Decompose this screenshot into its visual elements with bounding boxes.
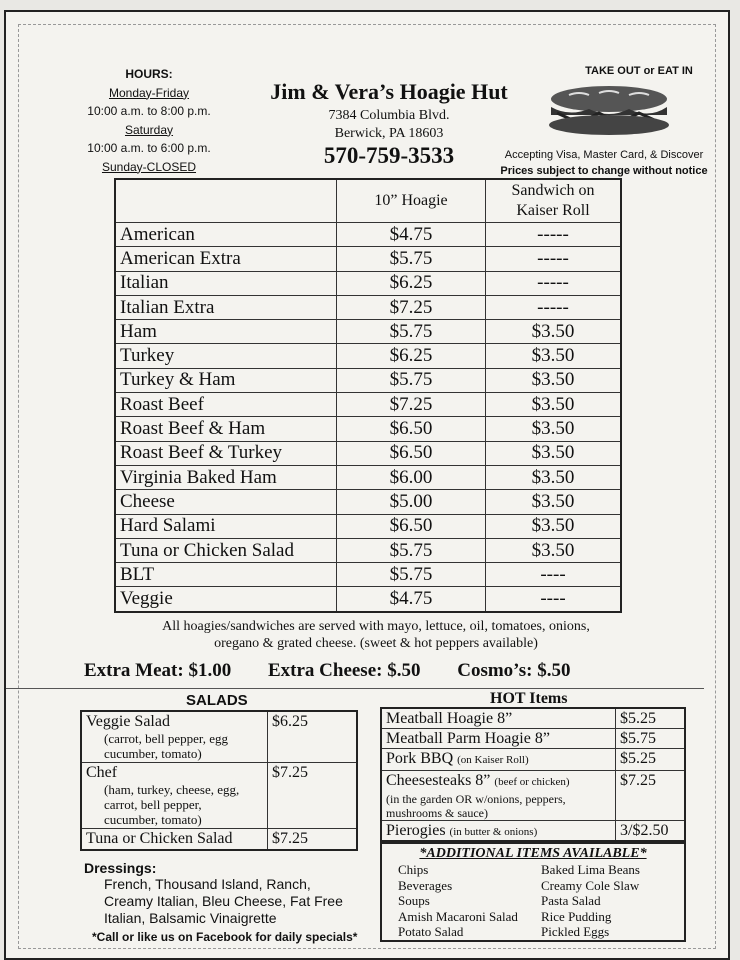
kaiser-price: $3.50 [486, 465, 622, 489]
table-row [115, 514, 621, 538]
kaiser-price: $3.50 [486, 320, 622, 344]
additional-item: Pasta Salad [541, 893, 601, 908]
kaiser-price: ----- [486, 247, 622, 271]
payment-info [479, 147, 729, 179]
table-row [115, 417, 621, 441]
cosmos: Cosmo’s: $.50 [457, 660, 571, 681]
business-address [239, 107, 539, 143]
table-row [115, 441, 621, 465]
payment-text: Accepting Visa, Master Card, & Discover [504, 149, 704, 161]
dressings-line: French, Thousand Island, Ranch, [104, 876, 311, 892]
item-name: Turkey & Ham [115, 368, 337, 392]
hot-row [381, 708, 685, 729]
kaiser-price: ---- [486, 587, 622, 612]
hoagie-price: $4.75 [337, 587, 486, 612]
salad-price: $6.25 [268, 711, 358, 763]
salad-row [81, 829, 357, 851]
item-name: Italian Extra [115, 295, 337, 319]
hoagie-price: $6.25 [337, 271, 486, 295]
salad-price: $7.25 [268, 763, 358, 829]
kaiser-price: $3.50 [486, 344, 622, 368]
extra-meat: Extra Meat: $1.00 [84, 660, 232, 681]
header-hoagie: 10” Hoagie [337, 179, 486, 223]
hoagie-price: $5.75 [337, 538, 486, 562]
hours-block [59, 65, 239, 176]
kaiser-price: $3.50 [486, 538, 622, 562]
additional-item: Creamy Cole Slaw [541, 877, 640, 893]
hot-price: $7.25 [616, 771, 686, 821]
table-row [115, 320, 621, 344]
kaiser-price: $3.50 [486, 441, 622, 465]
hot-cell [381, 749, 616, 771]
hoagie-price: $6.50 [337, 417, 486, 441]
prices-note: Prices subject to change without notice [500, 165, 708, 177]
hoagie-price: $5.75 [337, 247, 486, 271]
kaiser-price: $3.50 [486, 368, 622, 392]
facebook-note: *Call or like us on Facebook for daily specials* [92, 930, 358, 944]
salad-cell [81, 711, 268, 763]
hot-note: (in butter & onions) [449, 826, 538, 838]
hot-price: $5.25 [616, 708, 686, 729]
hot-price: 3/$2.50 [616, 821, 686, 844]
table-header-row [115, 179, 621, 223]
salad-desc: (ham, turkey, cheese, egg, [104, 782, 240, 797]
table-row [115, 490, 621, 514]
hoagie-price: $6.25 [337, 344, 486, 368]
hoagie-price: $5.75 [337, 368, 486, 392]
item-name: Roast Beef & Turkey [115, 441, 337, 465]
salads-title: SALADS [186, 692, 248, 709]
salad-row [81, 711, 357, 763]
table-row [115, 223, 621, 247]
item-name: Virginia Baked Ham [115, 465, 337, 489]
salad-desc: cucumber, tomato) [104, 746, 202, 761]
hot-price: $5.25 [616, 749, 686, 771]
hot-row [381, 749, 685, 771]
table-row [115, 563, 621, 587]
dressings-line: Italian, Balsamic Vinaigrette [104, 910, 277, 926]
address-line-1: 7384 Columbia Blvd. [328, 108, 450, 123]
additional-item: Amish Macaroni Salad [398, 908, 518, 924]
table-row [115, 271, 621, 295]
hoagie-price-table [114, 178, 622, 613]
item-name: Ham [115, 320, 337, 344]
additional-item: Chips [398, 862, 429, 877]
salad-row [81, 763, 357, 829]
additional-col-1 [398, 862, 541, 940]
hot-name: Pierogies [386, 822, 446, 839]
item-name: BLT [115, 563, 337, 587]
salad-name: Chef [86, 764, 118, 781]
hot-row [381, 771, 685, 821]
item-name: American Extra [115, 247, 337, 271]
hot-cell [381, 729, 616, 749]
hoagie-price: $5.00 [337, 490, 486, 514]
additional-item: Beverages [398, 877, 453, 893]
hot-name: Cheesesteaks 8” [386, 772, 491, 789]
sandwich-icon [539, 83, 679, 139]
takeout-label: TAKE OUT or EAT IN [585, 65, 693, 77]
salad-name: Veggie Salad [86, 713, 170, 730]
sunday-label: Sunday-CLOSED [101, 159, 197, 174]
item-name: Italian [115, 271, 337, 295]
section-divider [6, 688, 704, 689]
kaiser-price: $3.50 [486, 393, 622, 417]
hot-name: Meatball Parm Hoagie 8” [386, 730, 550, 747]
table-row [115, 295, 621, 319]
item-name: Roast Beef [115, 393, 337, 417]
salads-table [80, 710, 358, 851]
table-row [115, 587, 621, 612]
additional-item: Rice Pudding [541, 908, 612, 924]
hoagie-price: $6.00 [337, 465, 486, 489]
kaiser-price: ----- [486, 271, 622, 295]
hot-note: (on Kaiser Roll) [457, 754, 529, 766]
extra-cheese: Extra Cheese: $.50 [267, 660, 421, 681]
hoagie-price: $4.75 [337, 223, 486, 247]
phone-number: 570-759-3533 [323, 143, 455, 168]
served-note-line-2: oregano & grated cheese. (sweet & hot peppers available) [214, 636, 538, 651]
menu-sheet [4, 10, 730, 960]
hot-name: Meatball Hoagie 8” [386, 710, 513, 727]
hoagie-price: $5.75 [337, 320, 486, 344]
weekdays-label: Monday-Friday [108, 85, 190, 100]
item-name: Hard Salami [115, 514, 337, 538]
additional-col-2 [541, 862, 684, 940]
extras-line [84, 660, 684, 682]
item-name: Roast Beef & Ham [115, 417, 337, 441]
dressings-line: Creamy Italian, Bleu Cheese, Fat Free [104, 893, 343, 909]
hot-price: $5.75 [616, 729, 686, 749]
header-kaiser: Sandwich on Kaiser Roll [486, 179, 622, 223]
kaiser-price: $3.50 [486, 514, 622, 538]
item-name: Turkey [115, 344, 337, 368]
additional-items-columns [382, 862, 684, 940]
hot-row [381, 729, 685, 749]
business-name: Jim & Vera’s Hoagie Hut [270, 79, 508, 104]
additional-items-title: *ADDITIONAL ITEMS AVAILABLE* [419, 846, 647, 861]
dressings-label: Dressings: [84, 860, 157, 876]
kaiser-price: $3.50 [486, 490, 622, 514]
hoagie-price: $7.25 [337, 393, 486, 417]
kaiser-price: ---- [486, 563, 622, 587]
item-name: Tuna or Chicken Salad [115, 538, 337, 562]
weekdays-time: 10:00 a.m. to 8:00 p.m. [87, 104, 211, 118]
header-blank [115, 179, 337, 223]
hot-items-table [380, 707, 686, 844]
saturday-time: 10:00 a.m. to 6:00 p.m. [87, 141, 211, 155]
served-note [106, 618, 646, 652]
hot-note: (beef or chicken) [494, 776, 570, 788]
salad-desc: carrot, bell pepper, [104, 797, 202, 812]
hoagie-price: $6.50 [337, 441, 486, 465]
kaiser-price: ----- [486, 223, 622, 247]
kaiser-price: ----- [486, 295, 622, 319]
address-line-2: Berwick, PA 18603 [334, 126, 444, 141]
table-row [115, 368, 621, 392]
salad-cell [81, 829, 268, 851]
hoagie-price: $6.50 [337, 514, 486, 538]
hot-cell [381, 708, 616, 729]
kaiser-price: $3.50 [486, 417, 622, 441]
hot-cell [381, 771, 616, 821]
table-body [115, 223, 621, 612]
table-row [115, 393, 621, 417]
table-row [115, 538, 621, 562]
hot-name: Pork BBQ [386, 750, 454, 767]
additional-item: Pickled Eggs [541, 924, 610, 939]
table-row [115, 247, 621, 271]
hoagie-price: $7.25 [337, 295, 486, 319]
salad-price: $7.25 [268, 829, 358, 851]
saturday-label: Saturday [124, 122, 174, 137]
table-row [115, 465, 621, 489]
additional-item: Potato Salad [398, 924, 464, 939]
additional-item: Baked Lima Beans [541, 862, 640, 877]
salad-desc: cucumber, tomato) [104, 812, 202, 827]
dressings-list [104, 876, 364, 927]
item-name: Veggie [115, 587, 337, 612]
salad-desc: (carrot, bell pepper, egg [104, 731, 229, 746]
item-name: Cheese [115, 490, 337, 514]
hot-desc: (in the garden OR w/onions, peppers, mushrooms & sauce) [386, 792, 566, 820]
salad-name: Tuna or Chicken Salad [86, 830, 233, 847]
additional-item: Soups [398, 893, 430, 908]
additional-items-box [380, 840, 686, 942]
salad-cell [81, 763, 268, 829]
hoagie-price: $5.75 [337, 563, 486, 587]
served-note-line-1: All hoagies/sandwiches are served with mayo, lettuce, oil, tomatoes, onions, [162, 619, 590, 634]
hours-label: HOURS: [125, 67, 173, 81]
table-row [115, 344, 621, 368]
hot-items-title: HOT Items [490, 690, 568, 707]
item-name: American [115, 223, 337, 247]
